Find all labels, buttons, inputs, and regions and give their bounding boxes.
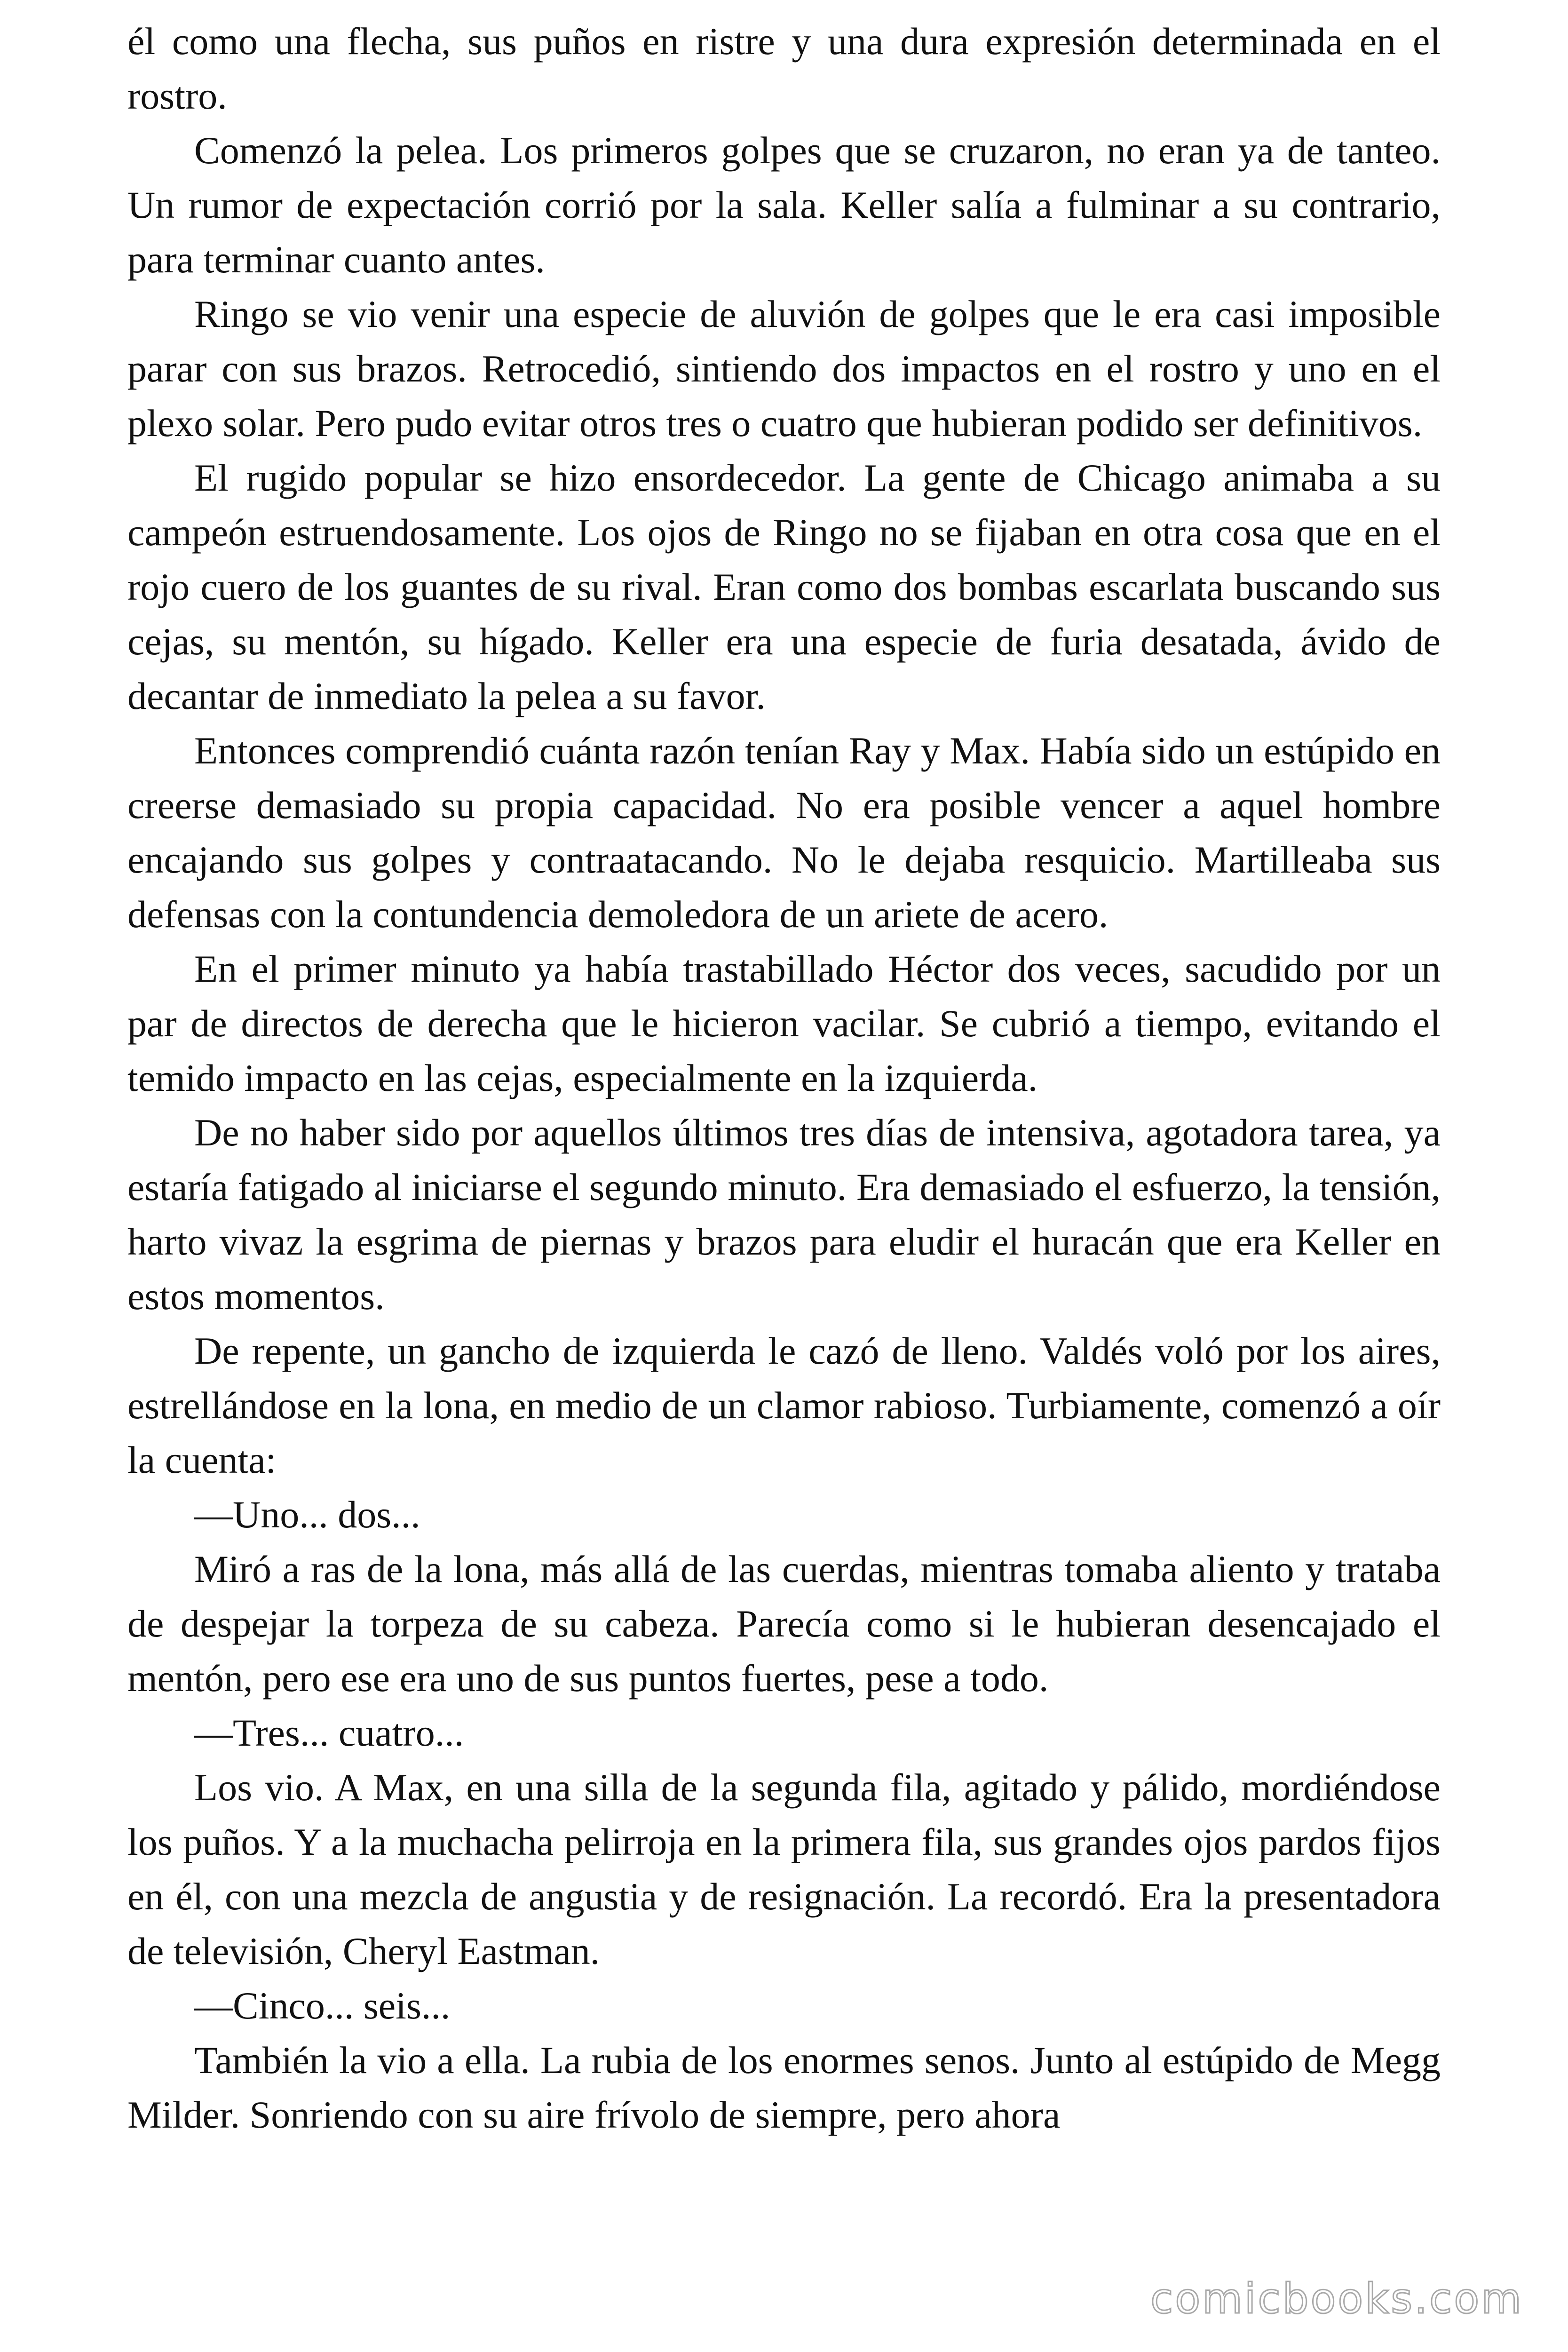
paragraph: Comenzó la pelea. Los primeros golpes que se cruzaron, no eran ya de tanteo. Un rumor de expectación corrió por la sala. Keller salía a fulminar a su contrario, para terminar cuanto antes.	[127, 129, 1441, 281]
site-watermark: comicbooks.com	[1150, 2274, 1523, 2323]
paragraph: El rugido popular se hizo ensordecedor. La gente de Chicago animaba a su campeón estruendosamente. Los ojos de Ringo no se fijaban en otra cosa que en el rojo cuero de los guantes de su rival. Eran como dos bombas escarlata buscando sus cejas, su mentón, su hígado. Keller era una especie de furia desatada, ávido de decantar de inmediato la pelea a su favor.	[127, 456, 1441, 717]
paragraph: De no haber sido por aquellos últimos tres días de intensiva, agotadora tarea, ya estaría fatigado al iniciarse el segundo minuto. Era demasiado el esfuerzo, la tensión, harto vivaz la esgrima de piernas y brazos para eludir el huracán que era Keller en estos momentos.	[127, 1111, 1441, 1318]
paragraph: Los vio. A Max, en una silla de la segunda fila, agitado y pálido, mordiéndose los puños. Y a la muchacha pelirroja en la primera fila, sus grandes ojos pardos fijos en él, con una mezcla de angustia y de resignación. La recordó. Era la presentadora de televisión, Cheryl Eastman.	[127, 1766, 1441, 1972]
dialogue-line: —Tres... cuatro...	[194, 1711, 464, 1754]
paragraph: En el primer minuto ya había trastabillado Héctor dos veces, sacudido por un par de directos de derecha que le hicieron vacilar. Se cubrió a tiempo, evitando el temido impacto en las cejas, especialmente en la izquierda.	[127, 947, 1441, 1099]
paragraph: Entonces comprendió cuánta razón tenían Ray y Max. Había sido un estúpido en creerse demasiado su propia capacidad. No era posible vencer a aquel hombre encajando sus golpes y contraatacando. No le dejaba resquicio. Martilleaba sus defensas con la contundencia demoledora de un ariete de acero.	[127, 729, 1441, 936]
paragraph: También la vio a ella. La rubia de los enormes senos. Junto al estúpido de Megg Milder. Sonriendo con su aire frívolo de siempre, pero ahora	[127, 2039, 1441, 2136]
dialogue-line: —Uno... dos...	[194, 1493, 420, 1536]
dialogue-line: —Cinco... seis...	[194, 1984, 451, 2027]
paragraph: él como una flecha, sus puños en ristre y una dura expresión determinada en el rostro.	[127, 20, 1441, 117]
paragraph: Miró a ras de la lona, más allá de las cuerdas, mientras tomaba aliento y trataba de despejar la torpeza de su cabeza. Parecía como si le hubieran desencajado el mentón, pero ese era uno de sus puntos fuertes, pese a todo.	[127, 1548, 1441, 1700]
paragraph: Ringo se vio venir una especie de aluvión de golpes que le era casi imposible parar con sus brazos. Retrocedió, sintiendo dos impactos en el rostro y uno en el plexo solar. Pero pudo evitar otros tres o cuatro que hubieran podido ser definitivos.	[127, 293, 1441, 445]
book-page-text	[127, 14, 1441, 2142]
paragraph: De repente, un gancho de izquierda le cazó de lleno. Valdés voló por los aires, estrellándose en la lona, en medio de un clamor rabioso. Turbiamente, comenzó a oír la cuenta:	[127, 1329, 1441, 1481]
